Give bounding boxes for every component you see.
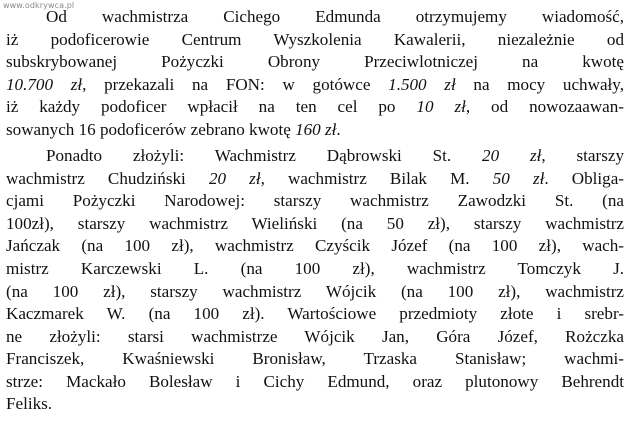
- text-segment: . Obliga-: [544, 168, 624, 188]
- text-line: [6, 371, 624, 394]
- text-segment: (na 100 zł), starszy wachmistrz Wójcik (na 100 zł), wachmistrz: [6, 281, 624, 301]
- text-segment: Feliks.: [6, 394, 53, 414]
- paragraph: [6, 145, 624, 416]
- text-segment: Od wachmistrza Cichego Edmunda otrzymujemy wiadomość,: [46, 7, 624, 26]
- text-line: [6, 303, 624, 326]
- text-segment: 100zł), starszy wachmistrz Wieliński (na 50 zł), starszy wachmistrz: [6, 213, 624, 233]
- amount-text: 10.700 zł: [6, 74, 83, 94]
- text-line: [6, 190, 624, 213]
- text-segment: Kaczmarek W. (na 100 zł). Wartościowe przedmioty złote i srebr-: [6, 304, 624, 324]
- text-line: [6, 119, 624, 142]
- text-line: [6, 51, 624, 74]
- text-segment: Ponadto złożyli: Wachmistrz Dąbrowski St.: [46, 146, 483, 166]
- text-segment: subskrybowanej Pożyczki Obrony Przeciwlotniczej na kwotę: [6, 52, 624, 72]
- text-segment: , wachmistrz Bilak M.: [260, 168, 493, 188]
- text-line: [6, 6, 624, 29]
- text-line: [6, 235, 624, 258]
- amount-text: 1.500 zł: [388, 74, 456, 94]
- text-line: [6, 213, 624, 236]
- amount-text: 10 zł: [416, 97, 466, 117]
- text-segment: mistrz Karczewski L. (na 100 zł), wachmistrz Tomczyk J.: [6, 259, 624, 279]
- article-body: [6, 6, 624, 416]
- text-segment: Franciszek, Kwaśniewski Bronisław, Trzaska Stanisław; wachmi-: [6, 349, 624, 369]
- text-segment: sowanych 16 podoficerów zebrano kwotę: [6, 119, 296, 139]
- amount-text: 20 zł: [208, 168, 261, 188]
- text-line: [6, 393, 624, 416]
- text-segment: wachmistrz Chudziński: [6, 168, 209, 188]
- text-segment: ne złożyli: starsi wachmistrze Wójcik Jan, Góra Józef, Rożczka: [6, 326, 624, 346]
- text-segment: , przekazali na FON: w gotówce: [82, 74, 389, 94]
- text-segment: , od nowozaawan-: [465, 97, 624, 117]
- amount-text: 160 zł: [295, 119, 337, 139]
- text-line: [6, 326, 624, 349]
- text-segment: iż podoficerowie Centrum Wyszkolenia Kawalerii, niezależnie od: [6, 29, 624, 49]
- text-line: [6, 281, 624, 304]
- text-line: [6, 145, 624, 168]
- watermark: www.odkrywca.pl: [3, 1, 75, 10]
- text-segment: , starszy: [541, 146, 624, 166]
- text-line: [6, 348, 624, 371]
- amount-text: 50 zł: [492, 168, 545, 188]
- paragraph: [6, 6, 624, 141]
- text-segment: .: [336, 119, 341, 139]
- text-segment: Jańczak (na 100 zł), wachmistrz Czyścik Józef (na 100 zł), wach-: [6, 236, 624, 256]
- text-segment: cjami Pożyczki Narodowej: starszy wachmistrz Zawodzki St. (na: [6, 191, 624, 211]
- text-line: [6, 168, 624, 191]
- text-line: [6, 74, 624, 97]
- text-segment: strze: Mackało Bolesław i Cichy Edmund, oraz plutonowy Behrendt: [6, 371, 624, 391]
- text-line: [6, 258, 624, 281]
- text-segment: na mocy uchwały,: [455, 74, 624, 94]
- text-line: [6, 29, 624, 52]
- text-segment: iż każdy podoficer wpłacił na ten cel po: [6, 97, 417, 117]
- text-line: [6, 96, 624, 119]
- amount-text: 20 zł: [482, 146, 542, 166]
